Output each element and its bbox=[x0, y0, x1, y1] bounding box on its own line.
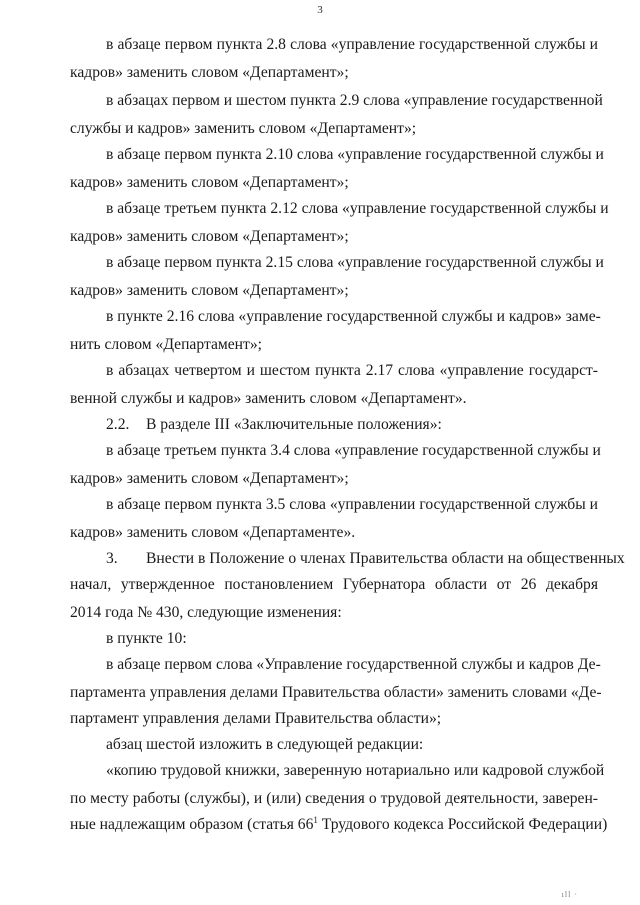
text-line: 2014 года № 430, следующие изменения: bbox=[70, 604, 342, 621]
text-line: партамента управления делами Правительства области» заменить словами «Де- bbox=[70, 684, 602, 701]
text-line: кадров» заменить словом «Департамент»; bbox=[70, 174, 349, 191]
text-line: партамент управления делами Правительства области»; bbox=[70, 710, 442, 727]
section-heading-text: Внести в Положение о членах Правительства области на общественных bbox=[146, 550, 625, 567]
section-number: 2.2. bbox=[106, 416, 130, 433]
text-line: службы и кадров» заменить словом «Департамент»; bbox=[70, 120, 417, 137]
text-line: кадров» заменить словом «Департамент»; bbox=[70, 228, 349, 245]
text-line: кадров» заменить словом «Департамент»; bbox=[70, 470, 349, 487]
page-number: 3 bbox=[317, 4, 323, 16]
text-line: кадров» заменить словом «Департамент»; bbox=[70, 282, 349, 299]
text-line: в абзацах четвертом и шестом пункта 2.17 слова «управление государст- bbox=[106, 362, 598, 379]
text-line: в абзаце первом пункта 2.15 слова «управление государственной службы и bbox=[106, 254, 604, 271]
text-line: абзац шестой изложить в следующей редакции: bbox=[106, 736, 424, 753]
superscript: 1 bbox=[313, 815, 318, 825]
text-line: по месту работы (службы), и (или) сведения о трудовой деятельности, заверен- bbox=[70, 790, 598, 807]
section-heading-text: В разделе III «Заключительные положения»: bbox=[146, 416, 442, 433]
text-fragment: ные надлежащим образом (статья 66 bbox=[70, 816, 314, 833]
text-line: в абзаце первом пункта 2.10 слова «управление государственной службы и bbox=[106, 146, 604, 163]
text-line: в абзаце первом слова «Управление государственной службы и кадров Де- bbox=[106, 656, 601, 673]
section-heading-2-2 bbox=[106, 416, 598, 434]
section-number: 3. bbox=[106, 550, 118, 567]
text-line: нить словом «Департамент»; bbox=[70, 336, 262, 353]
text-line: кадров» заменить словом «Департамент»; bbox=[70, 64, 349, 81]
text-line: в абзаце первом пункта 2.8 слова «управление государственной службы и bbox=[106, 36, 598, 53]
scan-mark: ıll · bbox=[561, 890, 578, 899]
text-line: венной службы и кадров» заменить словом «Департамент». bbox=[70, 390, 467, 407]
text-line: в абзаце первом пункта 3.5 слова «управлении государственной службы и bbox=[106, 496, 598, 513]
text-line: в абзаце третьем пункта 3.4 слова «управление государственной службы и bbox=[106, 442, 601, 459]
section-heading-3 bbox=[106, 550, 625, 568]
text-line-with-superscript bbox=[70, 815, 608, 834]
text-line: в абзацах первом и шестом пункта 2.9 слова «управление государственной bbox=[106, 92, 603, 109]
text-line: в абзаце третьем пункта 2.12 слова «управление государственной службы и bbox=[106, 200, 609, 217]
text-line: «копию трудовой книжки, заверенную нотариально или кадровой службой bbox=[106, 762, 605, 779]
text-line: в пункте 2.16 слова «управление государственной службы и кадров» заме- bbox=[106, 308, 601, 325]
text-line: кадров» заменить словом «Департаменте». bbox=[70, 524, 356, 541]
text-line: начал, утвержденное постановлением Губернатора области от 26 декабря bbox=[70, 576, 598, 593]
text-fragment: Трудового кодекса Российской Федерации) bbox=[317, 816, 608, 833]
text-line: в пункте 10: bbox=[106, 630, 187, 647]
